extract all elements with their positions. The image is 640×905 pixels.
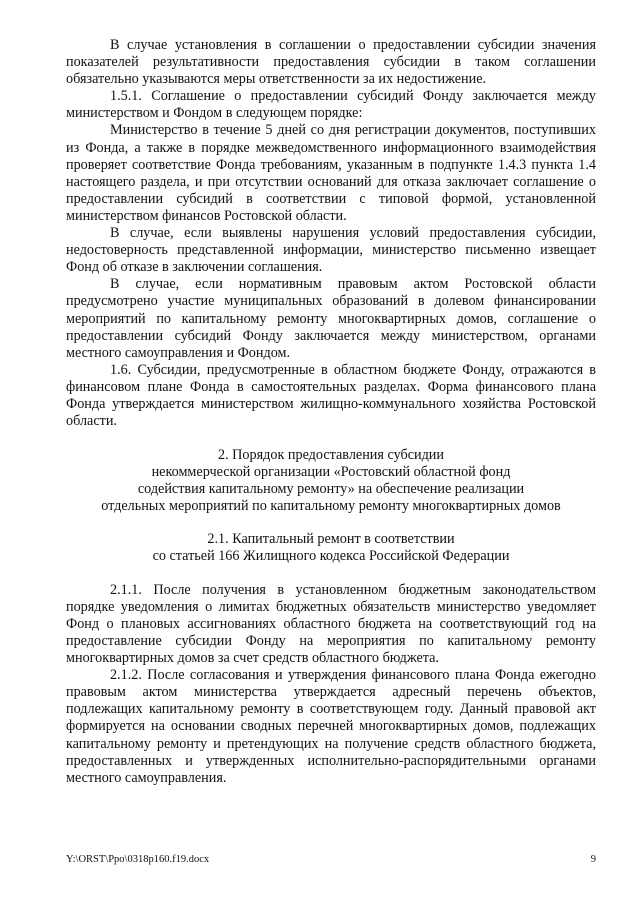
section-heading-line: некоммерческой организации «Ростовский областной фонд [151,464,511,481]
paragraph: В случае, если выявлены нарушения условий предоставления субсидии, недостоверность представленной информации, министерство письменно извещает Фонд об отказе в заключении соглашения. [66,225,596,276]
spacer [66,565,596,582]
file-path: Y:\ORST\Ppo\0318p160.f19.docx [66,854,210,865]
paragraph: В случае установления в соглашении о предоставлении субсидии значения показателей результативности предоставления субсидии в таком соглашении обязательно указываются меры ответственности за их недостижение. [66,37,596,88]
page-number: 9 [590,854,596,865]
paragraph: В случае, если нормативным правовым актом Ростовской области предусмотрено участие муниципальных образований в долевом финансировании мероприятий по капитальному ремонту многоквартирных домов, соглашение о предоставлении субсидий Фонду заключается между министерством, органами местного самоуправления и Фондом. [66,276,596,361]
paragraph: Министерство в течение 5 дней со дня регистрации документов, поступивших из Фонда, а также в порядке межведомственного информационного взаимодействия проверяет соответствие Фонда требованиям, указанным в подпункте 1.4.3 пункта 1.4 настоящего раздела, и при отсутствии оснований для отказа заключает соглашение о предоставлении субсидий в соответствии с типовой формой, установленной министерством финансов Ростовской области. [66,122,596,224]
subsection-heading-line: 2.1. Капитальный ремонт в соответствии [207,530,455,547]
subsection-heading-line: со статьей 166 Жилищного кодекса Российской Федерации [152,547,510,564]
spacer [66,516,596,531]
spacer [66,430,596,447]
section-heading-line: 2. Порядок предоставления субсидии [217,447,444,464]
paragraph: 2.1.1. После получения в установленном бюджетным законодательством порядке уведомления о лимитах бюджетных обязательств министерство уведомляет Фонд о плановых ассигнованиях областного бюджета на соответствующий год на предоставление субсидии Фонду на мероприятия по капитальному ремонту многоквартирных домов за счет средств областного бюджета. [66,581,596,667]
section-heading [66,447,596,515]
paragraph: 2.1.2. После согласования и утверждения финансового плана Фонда ежегодно правовым актом министерства утверждается адресный перечень объектов, подлежащих капитальному ремонту в соответствующем году. Данный правовой акт формируется на основании сводных перечней многоквартирных домов, подлежащих капитальному ремонту и претендующих на получение средств областного бюджета, предоставленных и утвержденных исполнительно-распорядительными органами местного самоуправления. [66,667,596,786]
page-footer [66,854,596,865]
paragraph: 1.5.1. Соглашение о предоставлении субсидий Фонду заключается между министерством и Фондом в следующем порядке: [66,88,596,122]
document-page [66,37,596,787]
section-heading-line: отдельных мероприятий по капитальному ремонту многоквартирных домов [101,498,561,515]
subsection-heading [66,531,596,565]
paragraph: 1.6. Субсидии, предусмотренные в областном бюджете Фонду, отражаются в финансовом плане Фонда в самостоятельных разделах. Форма финансового плана Фонда утверждается министерством жилищно-коммунального хозяйства Ростовской области. [66,361,596,430]
section-heading-line: содействия капитальному ремонту» на обеспечение реализации [137,481,525,498]
